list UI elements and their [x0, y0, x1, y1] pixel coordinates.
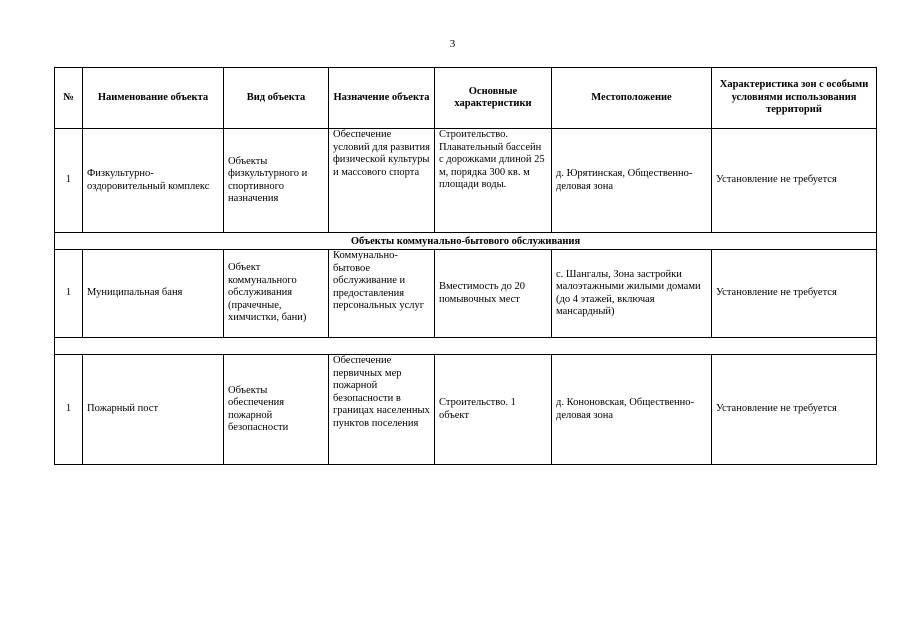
- header-location: Местоположение: [552, 68, 712, 129]
- blank-cell: [55, 338, 877, 355]
- table-row: [55, 355, 877, 465]
- header-characteristics: Основные характеристики: [435, 68, 552, 129]
- header-num: №: [55, 68, 83, 129]
- row-type: Объекты обеспечения пожарной безопасности: [224, 355, 329, 465]
- row-zones: Установление не требуется: [712, 250, 877, 338]
- row-zones: Установление не требуется: [712, 129, 877, 233]
- row-characteristics: Вместимость до 20 помывочных мест: [435, 250, 552, 338]
- section-row: [55, 233, 877, 250]
- table-header-row: [55, 68, 877, 129]
- blank-row: [55, 338, 877, 355]
- row-num: 1: [55, 129, 83, 233]
- row-num: 1: [55, 355, 83, 465]
- row-num: 1: [55, 250, 83, 338]
- table-row: [55, 129, 877, 233]
- row-purpose: Обеспечение условий для развития физической культуры и массового спорта: [329, 129, 435, 233]
- row-type: Объект коммунального обслуживания (прачечные, химчистки, бани): [224, 250, 329, 338]
- row-name: Физкультурно-оздоровительный комплекс: [83, 129, 224, 233]
- section-title: Объекты коммунально-бытового обслуживания: [55, 233, 877, 250]
- row-purpose: Обеспечение первичных мер пожарной безопасности в границах населенных пунктов поселения: [329, 355, 435, 465]
- page-number: 3: [449, 38, 456, 50]
- row-name: Пожарный пост: [83, 355, 224, 465]
- row-purpose: Коммунально-бытовое обслуживание и предоставления персональных услуг: [329, 250, 435, 338]
- header-purpose: Назначение объекта: [329, 68, 435, 129]
- row-location: д. Кононовская, Общественно-деловая зона: [552, 355, 712, 465]
- row-name: Муниципальная баня: [83, 250, 224, 338]
- header-type: Вид объекта: [224, 68, 329, 129]
- objects-table: [54, 67, 877, 465]
- row-characteristics: Строительство. 1 объект: [435, 355, 552, 465]
- table-row: [55, 250, 877, 338]
- row-location: д. Юрятинская, Общественно-деловая зона: [552, 129, 712, 233]
- row-characteristics: Строительство. Плавательный бассейн с дорожками длиной 25 м, порядка 300 кв. м площади воды.: [435, 129, 552, 233]
- header-name: Наименование объекта: [83, 68, 224, 129]
- row-type: Объекты физкультурного и спортивного назначения: [224, 129, 329, 233]
- row-location: с. Шангалы, Зона застройки малоэтажными жилыми домами (до 4 этажей, включая мансардный): [552, 250, 712, 338]
- header-zones: Характеристика зон с особыми условиями использования территорий: [712, 68, 877, 129]
- row-zones: Установление не требуется: [712, 355, 877, 465]
